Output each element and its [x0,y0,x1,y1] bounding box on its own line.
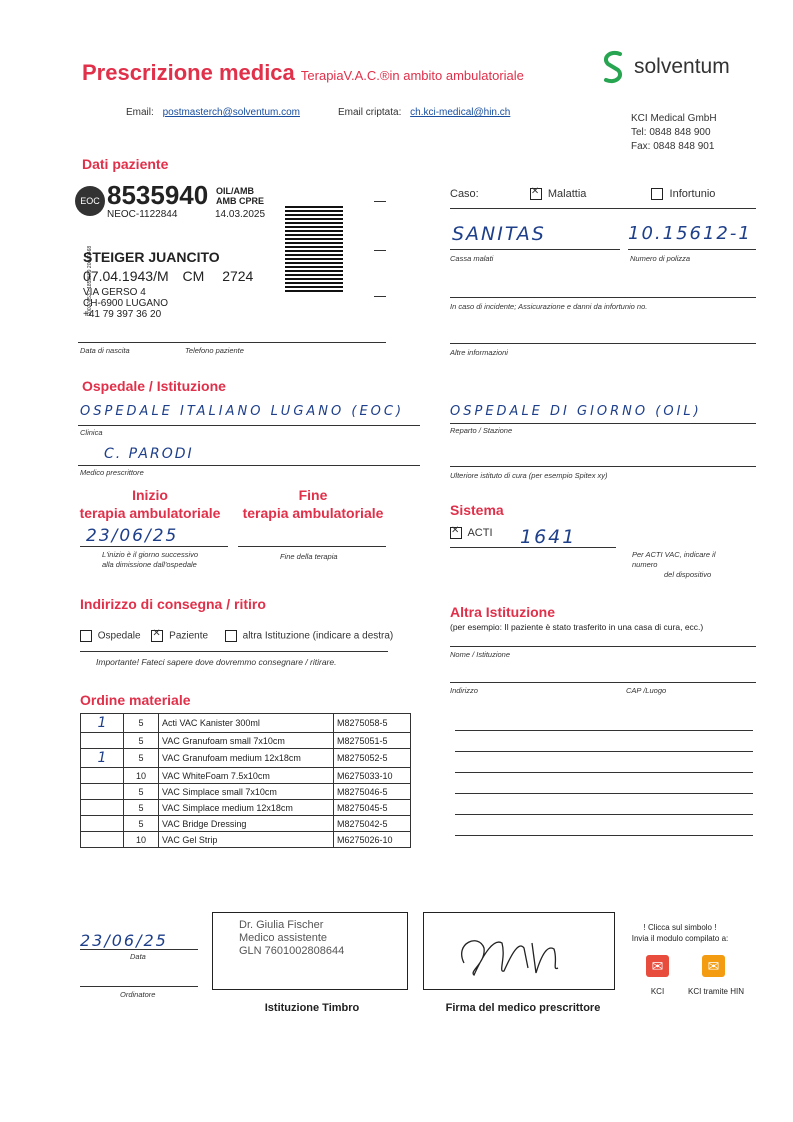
doctor-handwritten: C. PARODI [104,446,194,462]
stamp-line-2: Medico assistente [239,932,328,944]
table-row [81,714,411,733]
cell-pack: 10 [124,768,159,784]
email-crypt-row [338,107,510,118]
infortunio-label: Infortunio [669,188,716,200]
title-sub: TerapiaV.A.C.®in ambito ambulatoriale [300,68,524,83]
infortunio-checkbox[interactable] [651,188,663,200]
altra-checkbox[interactable] [225,630,237,642]
cell-desc: Acti VAC Kanister 300ml [159,714,334,733]
policy-label: Numero di polizza [630,254,691,263]
serial-handwritten: 1641 [520,526,577,548]
table-row [81,749,411,768]
cell-pack: 5 [124,749,159,768]
cell-desc: VAC Granufoam medium 12x18cm [159,749,334,768]
clinic-handwritten: OSPEDALE ITALIANO LUGANO (EOC) [80,404,405,419]
system-note-1: Per ACTI VAC, indicare il [632,550,716,559]
system-note-2: numero [632,560,658,569]
cell-pack: 10 [124,832,159,848]
cell-code: M8275046-5 [334,784,411,800]
footer-date-label: Data [130,952,146,961]
send-instructions [630,922,730,944]
table-row [81,733,411,749]
cell-desc: VAC Simplace small 7x10cm [159,784,334,800]
cell-desc: VAC Simplace medium 12x18cm [159,800,334,816]
cell-qty[interactable]: 1 [81,714,124,733]
cm-number: 2724 [222,268,254,284]
orderer-label: Ordinatore [120,990,156,999]
cell-pack: 5 [124,800,159,816]
patient-number: 8535940 [107,180,209,210]
insurer-label: Cassa malati [450,254,494,263]
signature-image [424,913,614,989]
other-info-label: Altre informazioni [450,348,508,357]
other-inst-name-label: Nome / Istituzione [450,650,511,659]
ospedale-label: Ospedale [97,630,141,642]
order-table [80,713,411,848]
start-note [102,550,198,570]
cm-text: CM [182,268,205,284]
email-label: Email: [126,107,154,118]
further-inst-label: Ulteriore istituto di cura (per esempio Spitex xy) [450,471,608,480]
cell-desc: VAC Bridge Dressing [159,816,334,832]
cell-pack: 5 [124,816,159,832]
company-tel: Tel: 0848 848 900 [631,127,711,138]
code-2: AMB CPRE [216,196,265,206]
address-line-2: CH-6900 LUGANO [83,298,169,309]
hin-mail-icon: ✉ [702,955,725,977]
case-label: Caso: [450,188,479,200]
section-other-institution: Altra Istituzione [450,604,556,620]
cell-qty[interactable] [81,800,124,816]
cell-code: M8275042-5 [334,816,411,832]
label-date: 14.03.2025 [215,209,266,220]
acti-checkbox[interactable] [450,527,462,539]
email-crypt-link[interactable]: ch.kci-medical@hin.ch [410,107,511,118]
doctor-label: Medico prescrittore [80,468,144,477]
brand-name: solventum [634,55,730,78]
patient-address [83,287,168,320]
institution-stamp-box [212,912,408,990]
table-row [81,768,411,784]
delivery-options [80,630,393,642]
therapy-end-title [238,486,388,522]
table-row [81,816,411,832]
cell-desc: VAC Granufoam small 7x10cm [159,733,334,749]
cell-desc: VAC WhiteFoam 7.5x10cm [159,768,334,784]
end-title-2: terapia ambulatoriale [242,505,384,521]
incident-label: In caso di incidente; Assicurazione e danni da infortunio no. [450,302,648,311]
cell-pack: 5 [124,784,159,800]
patient-phone: +41 79 397 36 20 [83,309,162,320]
cell-code: M8275045-5 [334,800,411,816]
other-inst-example: (per esempio: Il paziente è stato trasferito in una casa di cura, ecc.) [450,622,704,632]
table-row [81,800,411,816]
start-title-2: terapia ambulatoriale [79,505,221,521]
cell-code: M6275026-10 [334,832,411,848]
dob-label: Data di nascita [80,346,130,355]
side-code: E0027653 - 1853599 20040468 [87,245,94,317]
company-info [631,112,717,154]
email-row [126,107,300,118]
paziente-label: Paziente [169,630,209,642]
click-hint: ! Clicca sul simbolo ! [643,923,717,932]
case-row [450,188,715,200]
cell-qty[interactable] [81,768,124,784]
start-note-1: L'inizio è il giorno successivo [102,550,199,559]
section-order: Ordine materiale [80,692,191,708]
eoc-badge: EOC [75,186,105,216]
patient-label [75,180,375,336]
ospedale-checkbox[interactable] [80,630,92,642]
other-inst-address-label: Indirizzo [450,686,478,695]
section-patient: Dati paziente [82,156,169,172]
stamp-line-1: Dr. Giulia Fischer [239,919,324,931]
signature-box [423,912,615,990]
page-title [82,60,524,86]
patient-codes [216,186,264,206]
altra-label: altra Istituzione (indicare a destra) [242,630,394,642]
table-row [81,784,411,800]
cell-pack: 5 [124,714,159,733]
company-name: KCI Medical GmbH [631,113,717,124]
policy-handwritten: 10.15612-1 [628,223,752,244]
start-title-1: Inizio [132,487,168,503]
cell-pack: 5 [124,733,159,749]
stamp-text [239,919,344,958]
dob-text: 07.04.1943/M [83,268,169,284]
title-main: Prescrizione medica [82,60,295,85]
cell-qty[interactable] [81,784,124,800]
system-note-3: del dispositivo [664,570,712,579]
section-system: Sistema [450,502,504,518]
cell-code: M8275058-5 [334,714,411,733]
cell-qty[interactable] [81,816,124,832]
ward-handwritten: OSPEDALE DI GIORNO (OIL) [450,404,702,419]
paziente-checkbox[interactable] [151,630,163,642]
patient-name: STEIGER JUANCITO [83,249,220,265]
kci-hin-label: KCI tramite HIN [688,987,745,996]
delivery-note: Importante! Fateci sapere dove dovremmo consegnare / ritirare. [96,657,337,667]
cell-qty[interactable] [81,733,124,749]
therapy-start-title [70,486,230,522]
send-hint: Invia il modulo compilato a: [631,934,729,943]
cell-code: M8275052-5 [334,749,411,768]
section-hospital: Ospedale / Istituzione [82,378,226,394]
acti-row [450,527,493,539]
section-delivery: Indirizzo di consegna / ritiro [80,596,266,612]
mail-icon: ✉ [646,955,669,977]
stamp-line-3: GLN 7601002808644 [239,945,345,957]
system-note [632,550,716,580]
malattia-checkbox[interactable] [530,188,542,200]
end-note: Fine della terapia [280,552,338,561]
email-link[interactable]: postmasterch@solventum.com [162,107,300,118]
clinic-label: Clinica [80,428,103,437]
code-1: OIL/AMB [216,186,254,196]
email-crypt-label: Email criptata: [338,107,402,118]
address-line-1: VIA GERSO 4 [83,287,146,298]
other-inst-cap-label: CAP /Luogo [626,686,667,695]
end-title-1: Fine [298,487,328,503]
cell-code: M6275033-10 [334,768,411,784]
cell-qty[interactable]: 1 [81,749,124,768]
neoc-number: NEOC-1122844 [107,209,178,220]
barcode [285,206,343,294]
malattia-label: Malattia [547,188,587,200]
signature-label: Firma del medico prescrittore [445,1002,601,1014]
acti-label: ACTI [467,527,493,539]
kci-email-button[interactable] [646,955,669,996]
start-note-2: alla dimissione dall'ospedale [102,560,197,569]
insurer-handwritten: SANITAS [452,223,546,245]
solventum-logo [598,50,730,84]
kci-label: KCI [650,987,665,996]
cell-code: M8275051-5 [334,733,411,749]
phone-label: Telefono paziente [185,346,244,355]
start-date-handwritten: 23/06/25 [86,526,179,546]
footer-date-handwritten: 23/06/25 [80,931,168,950]
patient-dob-line [83,268,253,284]
cell-qty[interactable] [81,832,124,848]
ward-label: Reparto / Stazione [450,426,513,435]
cell-desc: VAC Gel Strip [159,832,334,848]
stamp-label: Istituzione Timbro [264,1002,360,1014]
company-fax: Fax: 0848 848 901 [631,141,715,152]
kci-hin-button[interactable] [688,955,744,996]
solventum-logo-icon [598,50,628,84]
table-row [81,832,411,848]
